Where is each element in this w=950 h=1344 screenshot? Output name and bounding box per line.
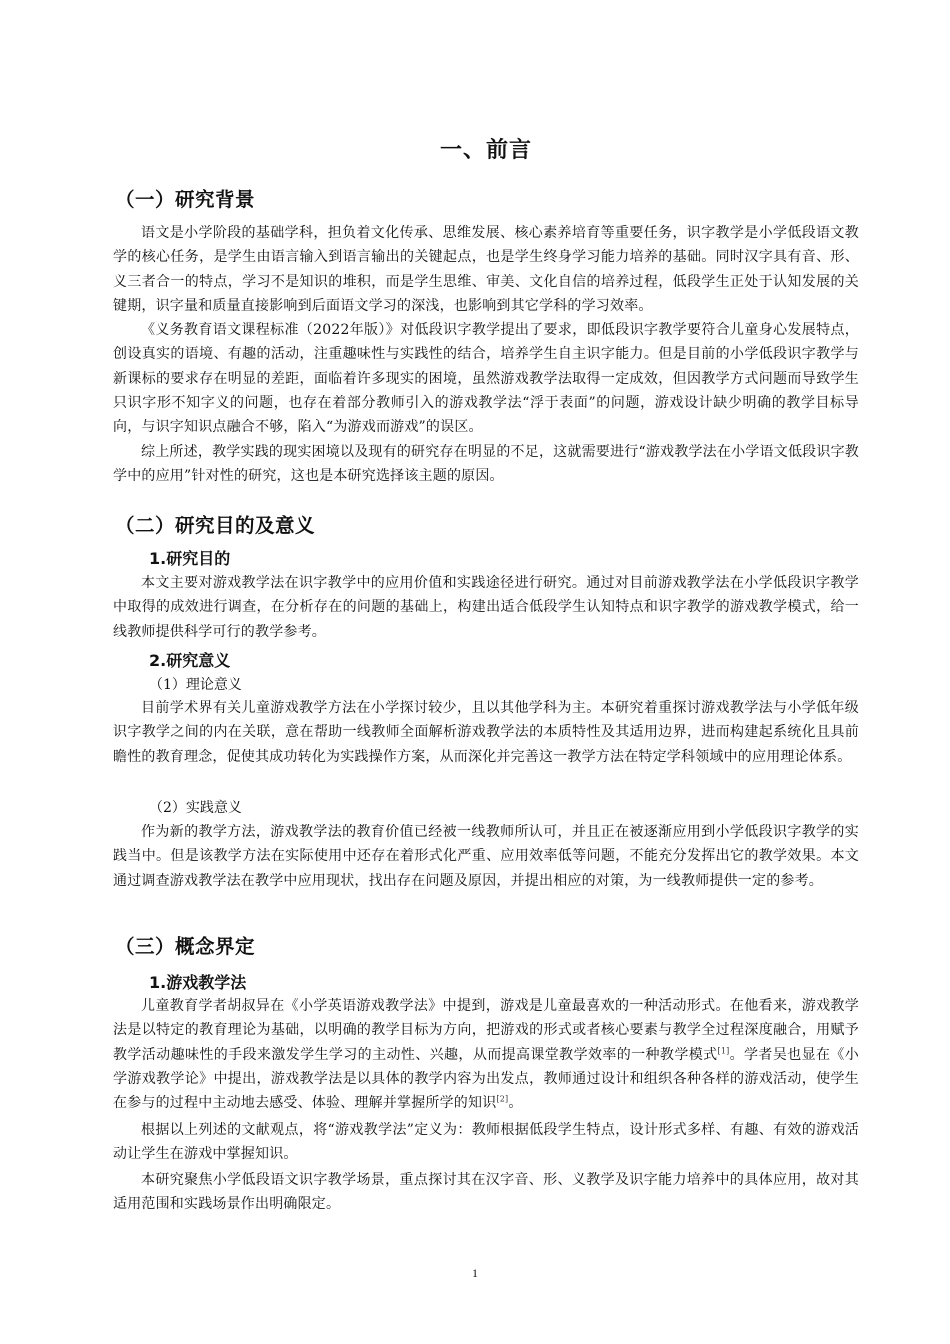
paragraph: 《义务教育语文课程标准（2022年版）》对低段识字教学提出了要求，即低段识字教学要符合儿童身心发展特点，创设真实的语境、有趣的活动，注重趣味性与实践性的结合，培养学生自主识字能力。但是目前的小学低段识字教学与新课标的要求存在明显的差距，面临着许多现实的困境，虽然游戏教学法取得一定成效，但因教学方式问题而导致学生只识字形不知字义的问题，也存在着部分教师引入的游戏教学法“浮于表面”的问题，游戏设计缺少明确的教学目标导向，与识字知识点融合不够，陷入“为游戏而游戏”的误区。 (113, 322, 859, 436)
paragraph: 本研究聚焦小学低段语文识字教学场景，重点探讨其在汉字音、形、义教学及识字能力培养中的具体应用，故对其适用范围和实践场景作出明确限定。 (113, 1172, 859, 1213)
page-number: 1 (472, 1266, 478, 1280)
paragraph: 作为新的教学方法，游戏教学法的教育价值已经被一线教师所认可，并且正在被逐渐应用到小学低段识字教学的实践当中。但是该教学方法在实际使用中还存在着形式化严重、应用效率低等问题，不能充分发挥出它的教学效果。本文通过调查游戏教学法在教学中应用现状，找出存在问题及原因，并提出相应的对策，为一线教师提供一定的参考。 (113, 824, 859, 889)
paragraph (113, 994, 859, 1115)
paragraph-text: 。 (508, 1095, 523, 1112)
citation-ref[interactable]: [2] (496, 1094, 509, 1104)
subsection-heading: 1.研究目的 (149, 549, 231, 568)
citation-ref[interactable]: [1] (717, 1045, 730, 1055)
subsection-heading: 2.研究意义 (149, 651, 231, 670)
subsection-heading: 1.游戏教学法 (149, 973, 247, 992)
paragraph: 综上所述，教学实践的现实困境以及现有的研究存在明显的不足，这就需要进行“游戏教学法在小学语文低段识字教学中的应用”针对性的研究，这也是本研究选择该主题的原因。 (113, 444, 859, 485)
paragraph-text: 儿童教育学者胡叔异在《小学英语游戏教学法》中提到，游戏是儿童最喜欢的一种活动形式。在他看来，游戏教学法是以特定的教育理论为基础，以明确的教学目标为方向，把游戏的形式或者核心要素与教学全过程深度融合，用赋予教学活动趣味性的手段来激发学生学习的主动性、兴趣，从而提高课堂教学效率的一种教学模式 (113, 998, 859, 1063)
section-heading-purpose: （二）研究目的及意义 (115, 514, 316, 537)
sub-subsection-heading: （1）理论意义 (149, 677, 242, 693)
paragraph-text: 。学者吴也显在《小学游戏教学论》中提出，游戏教学法是以具体的教学内容为出发点，教师通过设计和组织各种各样的游戏活动，使学生在参与的过程中主动地去感受、体验、理解并掌握所学的知识 (113, 1046, 859, 1112)
paragraph: 本文主要对游戏教学法在识字教学中的应用价值和实践途径进行研究。通过对目前游戏教学法在小学低段识字教学中取得的成效进行调查，在分析存在的问题的基础上，构建出适合低段学生认知特点和识字教学的游戏教学模式，给一线教师提供科学可行的教学参考。 (113, 575, 859, 640)
sub-subsection-heading: （2）实践意义 (149, 800, 242, 816)
paragraph: 目前学术界有关儿童游戏教学方法在小学探讨较少，且以其他学科为主。本研究着重探讨游戏教学法与小学低年级识字教学之间的内在关联，意在帮助一线教师全面解析游戏教学法的本质特性及其适用边界，进而构建起系统化且具前瞻性的教育理念，促使其成功转化为实践操作方案，从而深化并完善这一教学方法在特定学科领域中的应用理论体系。 (113, 700, 859, 765)
paragraph: 语文是小学阶段的基础学科，担负着文化传承、思维发展、核心素养培育等重要任务，识字教学是小学低段语文教学的核心任务，是学生由语言输入到语言输出的关键起点，也是学生终身学习能力培养的基础。同时汉字具有音、形、义三者合一的特点，学习不是知识的堆积，而是学生思维、审美、文化自信的培养过程，低段学生正处于认知发展的关键期，识字量和质量直接影响到后面语文学习的深浅，也影响到其它学科的学习效率。 (113, 225, 859, 314)
chapter-title: 一、前言 (439, 138, 532, 163)
section-heading-concepts: （三）概念界定 (115, 935, 256, 958)
paragraph: 根据以上列述的文献观点，将“游戏教学法”定义为：教师根据低段学生特点，设计形式多样、有趣、有效的游戏活动让学生在游戏中掌握知识。 (113, 1122, 859, 1163)
section-heading-background: （一）研究背景 (115, 188, 256, 211)
